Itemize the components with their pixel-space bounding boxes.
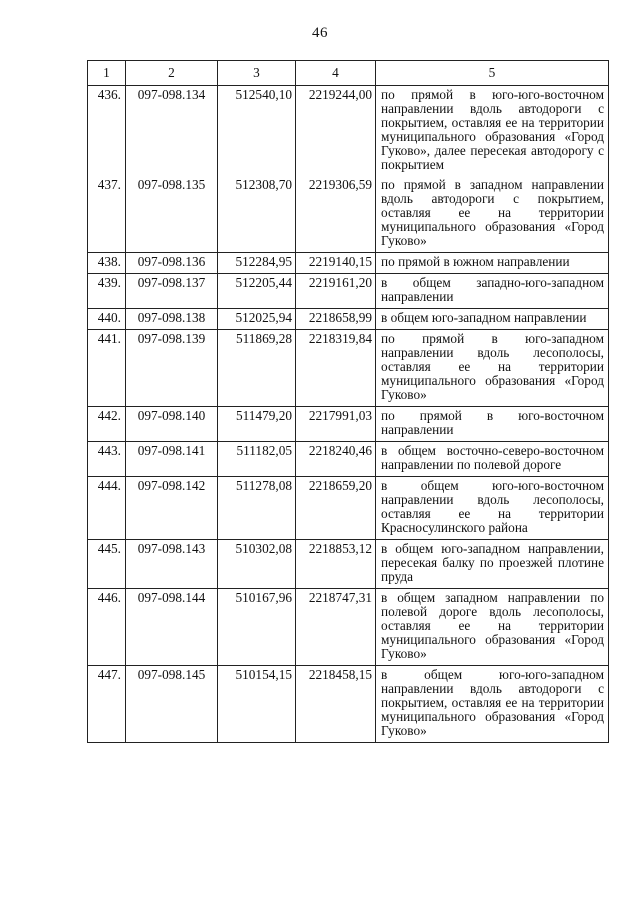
coordinate-y: 2217991,03: [296, 407, 376, 442]
table-row: [88, 330, 609, 407]
coordinate-x: 512540,10: [218, 86, 296, 177]
coordinate-x: 510302,08: [218, 540, 296, 589]
table-row: [88, 253, 609, 274]
coordinate-y: 2218319,84: [296, 330, 376, 407]
coordinate-x: 511479,20: [218, 407, 296, 442]
point-code: 097-098.134: [126, 86, 218, 177]
coordinate-x: 511869,28: [218, 330, 296, 407]
table-row: [88, 477, 609, 540]
coordinate-x: 512308,70: [218, 176, 296, 253]
coordinate-x: 511278,08: [218, 477, 296, 540]
table-row: [88, 274, 609, 309]
row-number: 442.: [88, 407, 126, 442]
point-code: 097-098.135: [126, 176, 218, 253]
row-number: 439.: [88, 274, 126, 309]
boundary-description: по прямой в южном направлении: [376, 253, 609, 274]
boundary-points-table: [87, 60, 609, 743]
coordinate-y: 2219306,59: [296, 176, 376, 253]
row-number: 441.: [88, 330, 126, 407]
row-number: 436.: [88, 86, 126, 177]
header-col-3: 3: [218, 61, 296, 86]
coordinate-y: 2218747,31: [296, 589, 376, 666]
boundary-description: в общем восточно-северо-восточном направлении по полевой дороге: [376, 442, 609, 477]
row-number: 437.: [88, 176, 126, 253]
coordinate-y: 2218658,99: [296, 309, 376, 330]
boundary-description: в общем западно-юго-западном направлении: [376, 274, 609, 309]
header-col-5: 5: [376, 61, 609, 86]
table-row: [88, 176, 609, 253]
point-code: 097-098.142: [126, 477, 218, 540]
point-code: 097-098.144: [126, 589, 218, 666]
coordinate-x: 510154,15: [218, 666, 296, 743]
boundary-description: в общем юго-юго-западном направлении вдоль автодороги с покрытием, оставляя ее на территории муниципального образования «Город Гуково»: [376, 666, 609, 743]
boundary-description: по прямой в юго-западном направлении вдоль лесополосы, оставляя ее на территории муниципального образования «Город Гуково»: [376, 330, 609, 407]
row-number: 444.: [88, 477, 126, 540]
row-number: 443.: [88, 442, 126, 477]
coordinate-x: 512025,94: [218, 309, 296, 330]
coordinate-x: 512205,44: [218, 274, 296, 309]
point-code: 097-098.140: [126, 407, 218, 442]
table-row: [88, 666, 609, 743]
boundary-description: в общем юго-юго-восточном направлении вдоль лесополосы, оставляя ее на территории Красносулинского района: [376, 477, 609, 540]
row-number: 438.: [88, 253, 126, 274]
boundary-description: в общем юго-западном направлении: [376, 309, 609, 330]
table-row: [88, 407, 609, 442]
boundary-description: в общем западном направлении по полевой дороге вдоль лесополосы, оставляя ее на территории муниципального образования «Город Гуково»: [376, 589, 609, 666]
coordinate-y: 2219161,20: [296, 274, 376, 309]
coordinate-x: 511182,05: [218, 442, 296, 477]
point-code: 097-098.136: [126, 253, 218, 274]
point-code: 097-098.137: [126, 274, 218, 309]
coordinate-y: 2219244,00: [296, 86, 376, 177]
point-code: 097-098.143: [126, 540, 218, 589]
header-col-4: 4: [296, 61, 376, 86]
table-row: [88, 442, 609, 477]
point-code: 097-098.145: [126, 666, 218, 743]
table-row: [88, 86, 609, 177]
table-row: [88, 589, 609, 666]
coordinate-x: 512284,95: [218, 253, 296, 274]
point-code: 097-098.139: [126, 330, 218, 407]
table-header-row: [88, 61, 609, 86]
row-number: 447.: [88, 666, 126, 743]
boundary-description: по прямой в западном направлении вдоль автодороги с покрытием, оставляя ее на территории муниципального образования «Город Гуково»: [376, 176, 609, 253]
page-number: 46: [312, 25, 328, 41]
coordinate-y: 2218659,20: [296, 477, 376, 540]
point-code: 097-098.138: [126, 309, 218, 330]
row-number: 445.: [88, 540, 126, 589]
table-row: [88, 309, 609, 330]
coordinate-x: 510167,96: [218, 589, 296, 666]
coordinate-y: 2218240,46: [296, 442, 376, 477]
boundary-description: в общем юго-западном направлении, пересекая балку по проезжей плотине пруда: [376, 540, 609, 589]
boundary-description: по прямой в юго-восточном направлении: [376, 407, 609, 442]
header-col-2: 2: [126, 61, 218, 86]
coordinate-y: 2218458,15: [296, 666, 376, 743]
boundary-description: по прямой в юго-юго-восточном направлении вдоль автодороги с покрытием, оставляя ее на территории муниципального образования «Город Гуково», далее пересекая автодорогу с покрытием: [376, 86, 609, 177]
header-col-1: 1: [88, 61, 126, 86]
point-code: 097-098.141: [126, 442, 218, 477]
table-row: [88, 540, 609, 589]
row-number: 446.: [88, 589, 126, 666]
coordinate-y: 2218853,12: [296, 540, 376, 589]
coordinate-y: 2219140,15: [296, 253, 376, 274]
row-number: 440.: [88, 309, 126, 330]
